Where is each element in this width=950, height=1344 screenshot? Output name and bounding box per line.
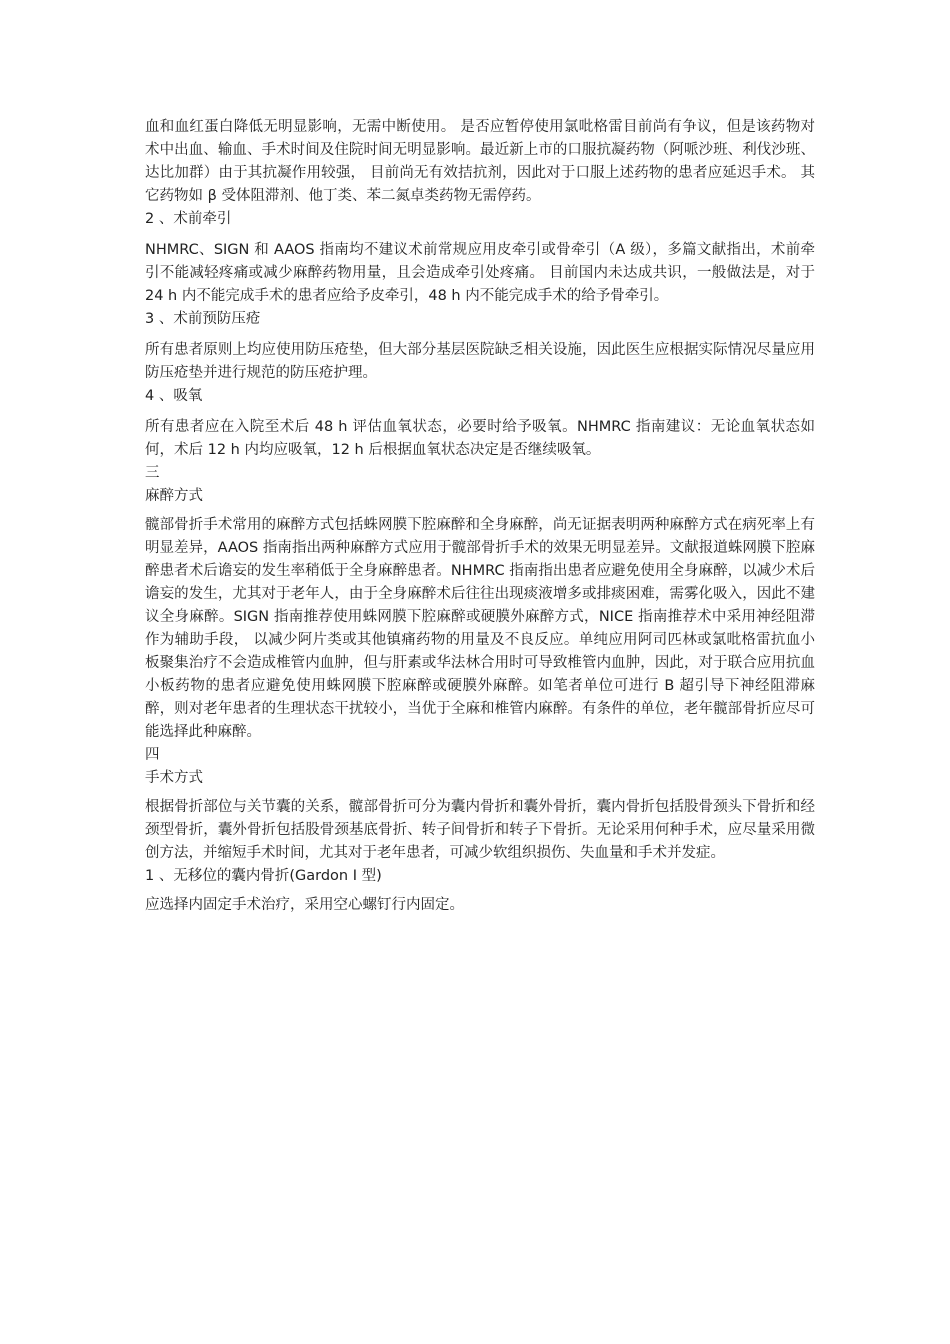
heading-pressure-ulcer: 3 、术前预防压疮 <box>145 311 261 327</box>
heading-nondisplaced-fracture: 1 、无移位的囊内骨折(Gardon Ⅰ 型) <box>145 868 382 884</box>
section-number-three: 三 <box>145 465 160 481</box>
paragraph-anticoagulants: 血和血红蛋白降低无明显影响，无需中断使用。 是否应暂停使用氯吡格雷目前尚有争议，但是该药物对术中出血、输血、手术时间及住院时间无明显影响。最近新上市的口服抗凝药物（阿哌沙班、利伐沙班、达比加群）由于其抗凝作用较强， 目前尚无有效拮抗剂，因此对于口服上述药物的患者应延迟手术。 其它药物如 β 受体阻滞剂、他丁类、苯二氮卓类药物无需停药。 <box>145 119 815 204</box>
paragraph-pressure-ulcer: 所有患者原则上均应使用防压疮垫，但大部分基层医院缺乏相关设施，因此医生应根据实际情况尽量应用防压疮垫并进行规范的防压疮护理。 <box>145 342 815 381</box>
paragraph-surgery: 根据骨折部位与关节囊的关系，髋部骨折可分为囊内骨折和囊外骨折，囊内骨折包括股骨颈头下骨折和经颈型骨折，囊外骨折包括股骨颈基底骨折、转子间骨折和转子下骨折。无论采用何种手术，应尽量采用微创方法，并缩短手术时间，尤其对于老年患者，可减少软组织损伤、失血量和手术并发症。 <box>145 799 815 861</box>
paragraph-oxygen: 所有患者应在入院至术后 48 h 评估血氧状态，必要时给予吸氧。NHMRC 指南建议：无论血氧状态如何，术后 12 h 内均应吸氧，12 h 后根据血氧状态决定是否继续吸氧。 <box>145 419 815 458</box>
paragraph-nondisplaced-fracture: 应选择内固定手术治疗，采用空心螺钉行内固定。 <box>145 897 464 913</box>
section-title-surgery: 手术方式 <box>145 770 203 786</box>
section-number-four: 四 <box>145 747 160 763</box>
paragraph-anesthesia: 髋部骨折手术常用的麻醉方式包括蛛网膜下腔麻醉和全身麻醉，尚无证据表明两种麻醉方式在病死率上有明显差异，AAOS 指南指出两种麻醉方式应用于髋部骨折手术的效果无明显差异。文献报道蛛网膜下腔麻醉患者术后谵妄的发生率稍低于全身麻醉患者。NHMRC 指南指出患者应避免使用全身麻醉，以减少术后谵妄的发生，尤其对于老年人，由于全身麻醉术后往往出现痰液增多或排痰困难，需雾化吸入，因此不建议全身麻醉。SIGN 指南推荐使用蛛网膜下腔麻醉或硬膜外麻醉方式，NICE 指南推荐术中采用神经阻滞作为辅助手段， 以减少阿片类或其他镇痛药物的用量及不良反应。单纯应用阿司匹林或氯吡格雷抗血小板聚集治疗不会造成椎管内血肿，但与肝素或华法林合用时可导致椎管内血肿，因此，对于联合应用抗血小板药物的患者应避免使用蛛网膜下腔麻醉或硬膜外麻醉。如笔者单位可进行 B 超引导下神经阻滞麻醉，则对老年患者的生理状态干扰较小，当优于全麻和椎管内麻醉。有条件的单位，老年髋部骨折应尽可能选择此种麻醉。 <box>145 517 815 740</box>
document-body <box>145 116 815 917</box>
heading-oxygen: 4 、吸氧 <box>145 388 203 404</box>
paragraph-preop-traction: NHMRC、SIGN 和 AAOS 指南均不建议术前常规应用皮牵引或骨牵引（A 级），多篇文献指出，术前牵引不能减轻疼痛或减少麻醉药物用量，且会造成牵引处疼痛。 目前国内未达成共识，一般做法是，对于 24 h 内不能完成手术的患者应给予皮牵引，48 h 内不能完成手术的给予骨牵引。 <box>145 242 815 304</box>
heading-preop-traction: 2 、术前牵引 <box>145 211 232 227</box>
section-title-anesthesia: 麻醉方式 <box>145 488 203 504</box>
